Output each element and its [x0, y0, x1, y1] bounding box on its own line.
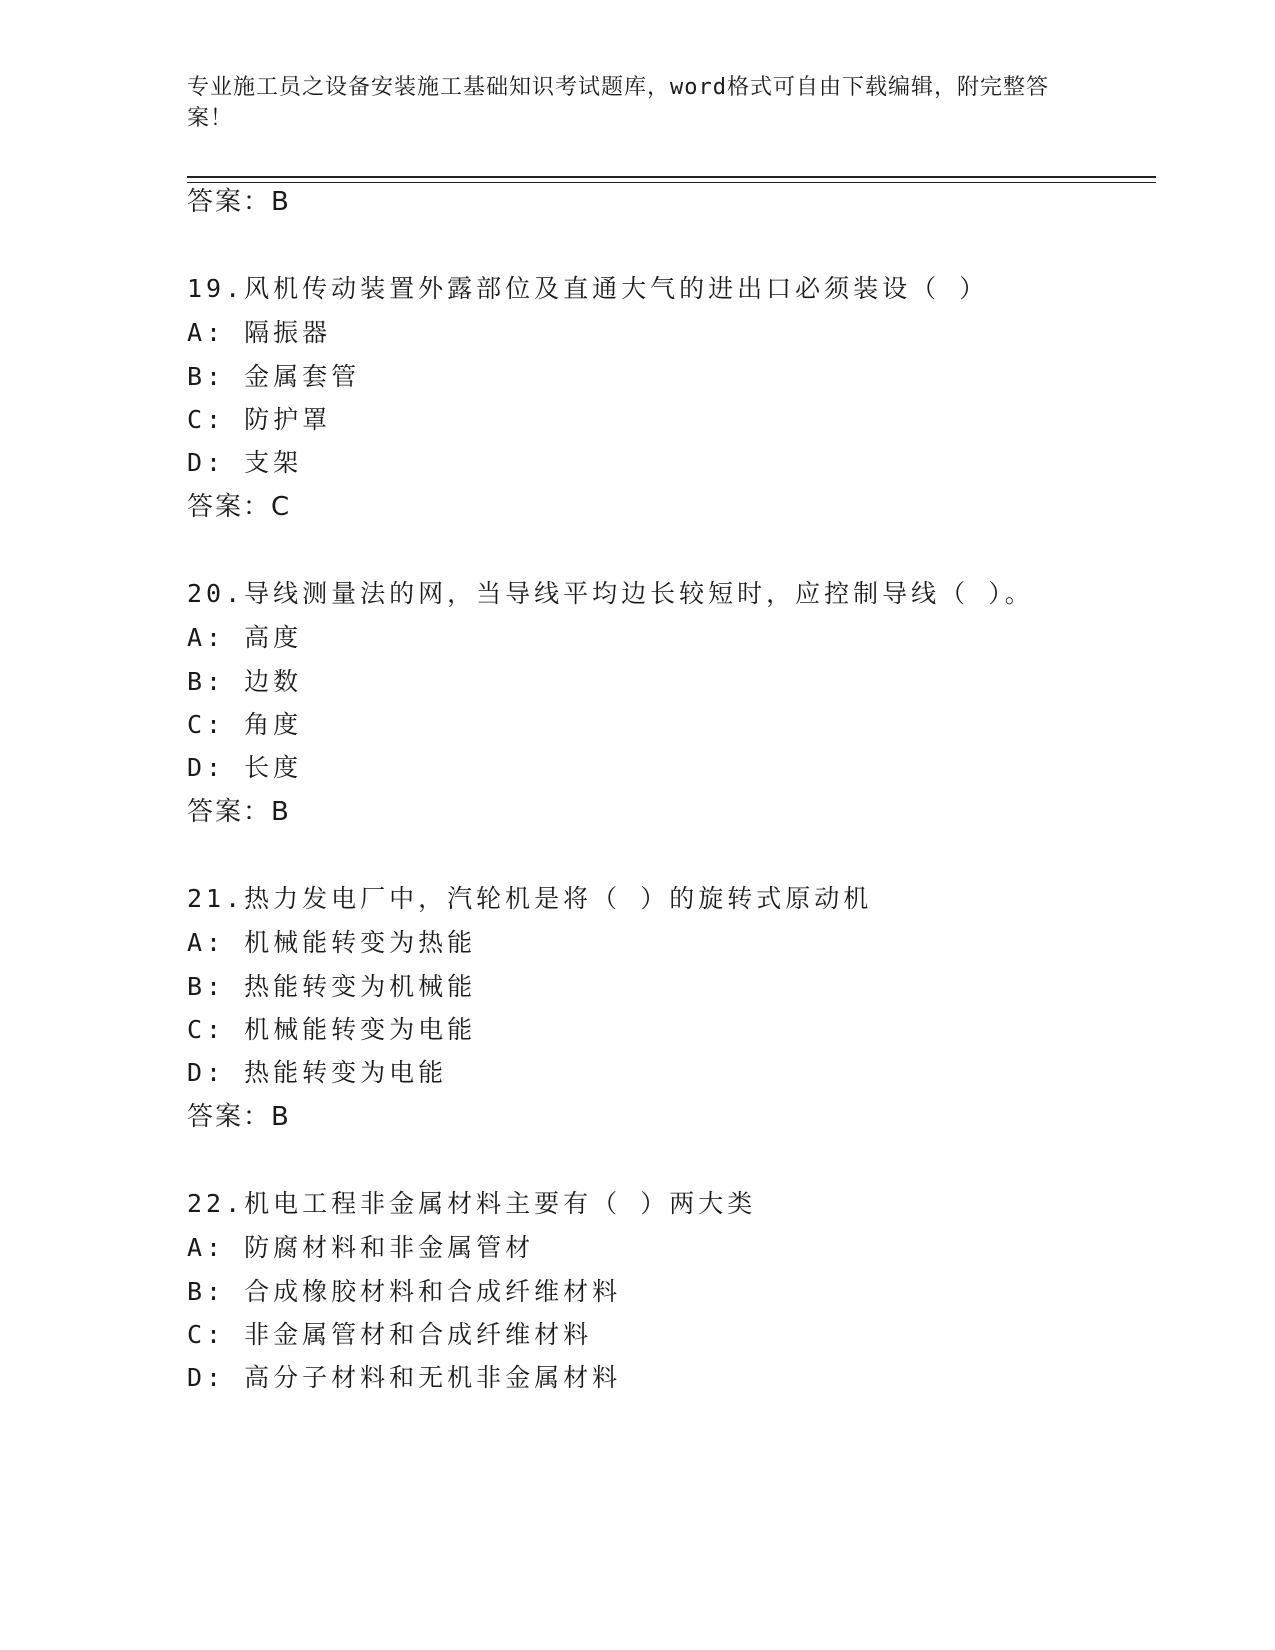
question-19-option-c: C: 防护罩 [187, 405, 332, 434]
question-20-stem: 20.导线测量法的网，当导线平均边长较短时，应控制导线（ ）。 [187, 579, 1034, 608]
answer-21: 答案：B [187, 1102, 291, 1132]
question-21-option-a: A: 机械能转变为热能 [187, 928, 477, 957]
question-22-stem: 22.机电工程非金属材料主要有（ ）两大类 [187, 1189, 757, 1218]
question-20-option-c: C: 角度 [187, 710, 303, 739]
question-22-option-c: C: 非金属管材和合成纤维材料 [187, 1320, 593, 1349]
header-rule-thin [187, 182, 1156, 183]
document-header: 专业施工员之设备安装施工基础知识考试题库，word格式可自由下载编辑，附完整答案！ [187, 75, 1049, 131]
question-20-option-a: A: 高度 [187, 623, 303, 652]
question-22-option-a: A: 防腐材料和非金属管材 [187, 1233, 535, 1262]
question-22-option-d: D: 高分子材料和无机非金属材料 [187, 1363, 622, 1392]
question-21-option-d: D: 热能转变为电能 [187, 1058, 448, 1087]
question-19-option-d: D: 支架 [187, 448, 303, 477]
header-rule-thick [187, 176, 1156, 178]
answer-18: 答案：B [187, 187, 291, 217]
question-21-option-c: C: 机械能转变为电能 [187, 1015, 477, 1044]
question-19-option-a: A: 隔振器 [187, 318, 332, 347]
question-20-option-d: D: 长度 [187, 753, 303, 782]
question-20-option-b: B: 边数 [187, 667, 303, 696]
answer-19: 答案：C [187, 492, 292, 522]
question-21-option-b: B: 热能转变为机械能 [187, 972, 477, 1001]
answer-20: 答案：B [187, 797, 291, 827]
question-21-stem: 21.热力发电厂中，汽轮机是将（ ）的旋转式原动机 [187, 884, 873, 913]
question-19-option-b: B: 金属套管 [187, 362, 361, 391]
question-22-option-b: B: 合成橡胶材料和合成纤维材料 [187, 1277, 622, 1306]
question-19-stem: 19.风机传动装置外露部位及直通大气的进出口必须装设（ ） [187, 274, 989, 303]
